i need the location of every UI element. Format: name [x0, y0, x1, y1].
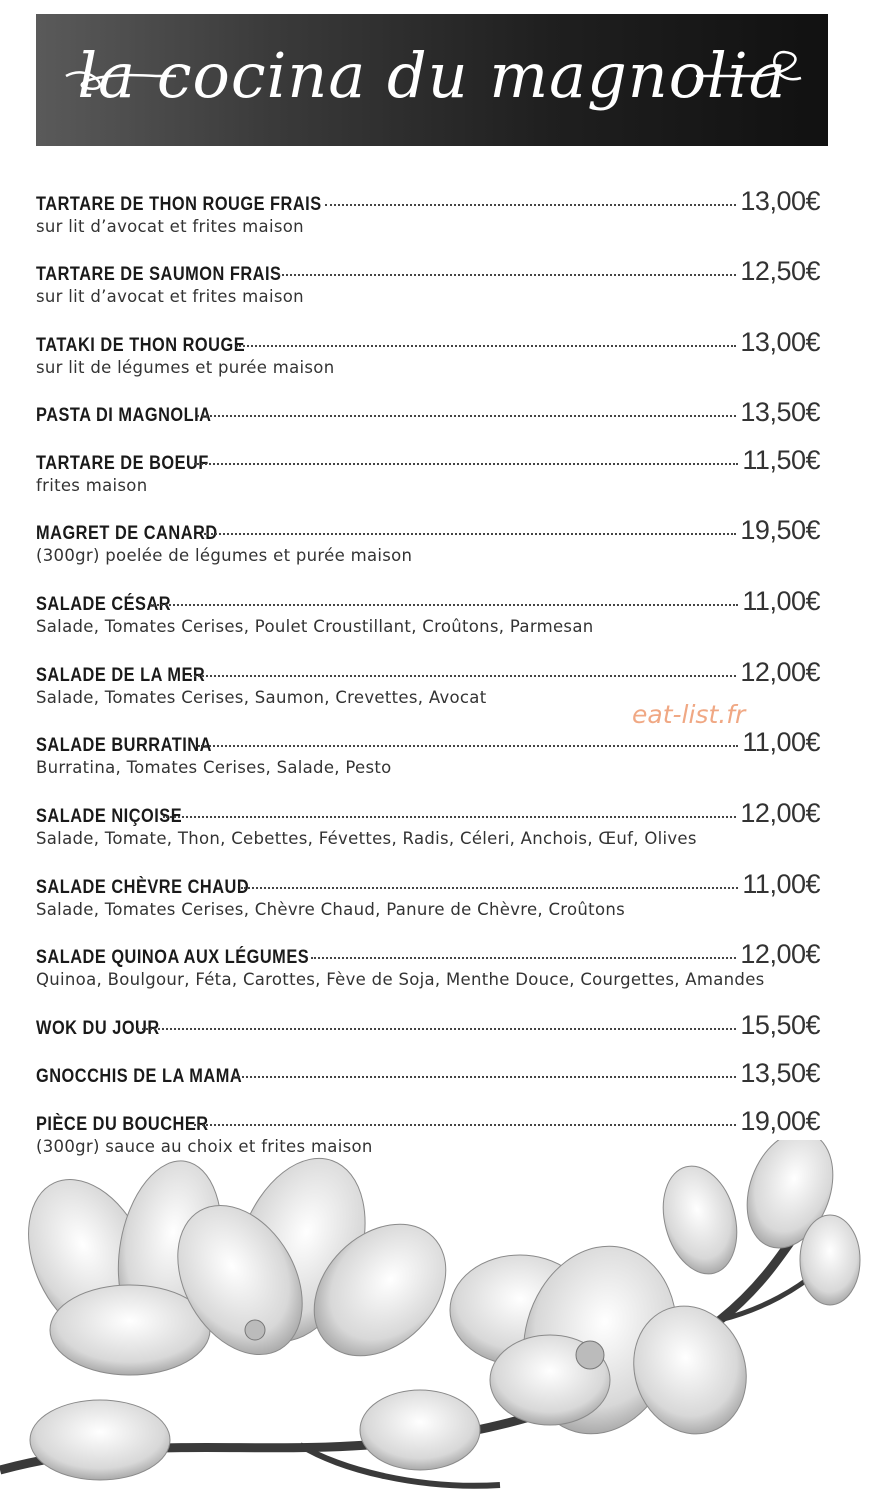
dish-price: 12,00€ [740, 798, 820, 828]
dish-description: frites maison [36, 476, 148, 495]
watermark: eat-list.fr [632, 700, 746, 729]
dish-description: sur lit de légumes et purée maison [36, 358, 335, 377]
dish-price: 13,50€ [740, 397, 820, 427]
dot-leader [163, 816, 737, 818]
dish-name: WOK DU JOUR [36, 1018, 160, 1039]
dish-price: 12,50€ [740, 256, 820, 286]
dot-leader [190, 675, 737, 677]
dish-price: 19,00€ [740, 1106, 820, 1136]
dish-price: 13,00€ [740, 327, 820, 357]
dish-name: SALADE NIÇOISE [36, 806, 183, 827]
dot-leader [236, 345, 736, 347]
dish-name: PIÈCE DU BOUCHER [36, 1114, 209, 1135]
menu-item [36, 798, 820, 848]
dish-name: GNOCCHIS DE LA MAMA [36, 1066, 243, 1087]
dish-price: 11,00€ [742, 586, 820, 616]
dish-name: PASTA DI MAGNOLIA [36, 405, 212, 426]
menu-item [36, 327, 820, 377]
menu-item [36, 727, 820, 777]
dot-leader [204, 533, 736, 535]
menu-item [36, 186, 820, 236]
dish-name: SALADE BURRATINA [36, 735, 212, 756]
dish-name: SALADE DE LA MER [36, 665, 206, 686]
menu-item [36, 1010, 820, 1040]
menu-item [36, 445, 820, 495]
dish-price: 15,50€ [740, 1010, 820, 1040]
dot-leader [311, 957, 737, 959]
dish-description: (300gr) poelée de légumes et purée maison [36, 546, 413, 565]
dish-name: MAGRET DE CANARD [36, 523, 218, 544]
restaurant-title: la cocina du magnolia [77, 39, 787, 112]
menu-header-banner [36, 14, 828, 146]
dish-name: SALADE CÉSAR [36, 594, 172, 615]
dot-leader [241, 887, 739, 889]
dish-description: Salade, Tomate, Thon, Cebettes, Févettes, Radis, Céleri, Anchois, Œuf, Olives [36, 829, 697, 848]
magnolia-flowers-icon [0, 1140, 891, 1500]
menu-item [36, 869, 820, 919]
dish-name: TARTARE DE THON ROUGE FRAIS [36, 194, 322, 215]
dot-leader [137, 1028, 737, 1030]
dish-description: Burratina, Tomates Cerises, Salade, Pesto [36, 758, 392, 777]
dish-description: sur lit d’avocat et frites maison [36, 287, 304, 306]
dish-price: 19,50€ [740, 515, 820, 545]
dish-description: Salade, Tomates Cerises, Saumon, Crevettes, Avocat [36, 688, 487, 707]
menu-item [36, 515, 820, 565]
dish-price: 11,00€ [742, 869, 820, 899]
dish-name: TARTARE DE BOEUF [36, 453, 209, 474]
dot-leader [197, 415, 736, 417]
dish-description: Salade, Tomates Cerises, Chèvre Chaud, Panure de Chèvre, Croûtons [36, 900, 625, 919]
dish-name: TARTARE DE SAUMON FRAIS [36, 264, 282, 285]
menu-item [36, 1058, 820, 1088]
dot-leader [198, 745, 739, 747]
dish-price: 12,00€ [740, 657, 820, 687]
dot-leader [194, 1124, 737, 1126]
dish-description: Salade, Tomates Cerises, Poulet Croustillant, Croûtons, Parmesan [36, 617, 594, 636]
dish-price: 13,00€ [740, 186, 820, 216]
menu-item [36, 586, 820, 636]
dish-description: Quinoa, Boulgour, Féta, Carottes, Fève de Soja, Menthe Douce, Courgettes, Amandes [36, 970, 765, 989]
dish-name: SALADE CHÈVRE CHAUD [36, 877, 250, 898]
dish-price: 11,00€ [742, 727, 820, 757]
dish-price: 11,50€ [742, 445, 820, 475]
menu-item [36, 397, 820, 427]
menu-item [36, 256, 820, 306]
dot-leader [325, 204, 736, 206]
menu-item [36, 939, 820, 989]
dot-leader [233, 1076, 737, 1078]
dot-leader [278, 274, 736, 276]
dish-description: sur lit d’avocat et frites maison [36, 217, 304, 236]
dish-price: 12,00€ [740, 939, 820, 969]
dish-price: 13,50€ [740, 1058, 820, 1088]
dish-name: SALADE QUINOA AUX LÉGUMES [36, 947, 310, 968]
dish-name: TATAKI DE THON ROUGE [36, 335, 246, 356]
dish-description: (300gr) sauce au choix et frites maison [36, 1137, 373, 1156]
dot-leader [150, 604, 738, 606]
dot-leader [194, 463, 738, 465]
